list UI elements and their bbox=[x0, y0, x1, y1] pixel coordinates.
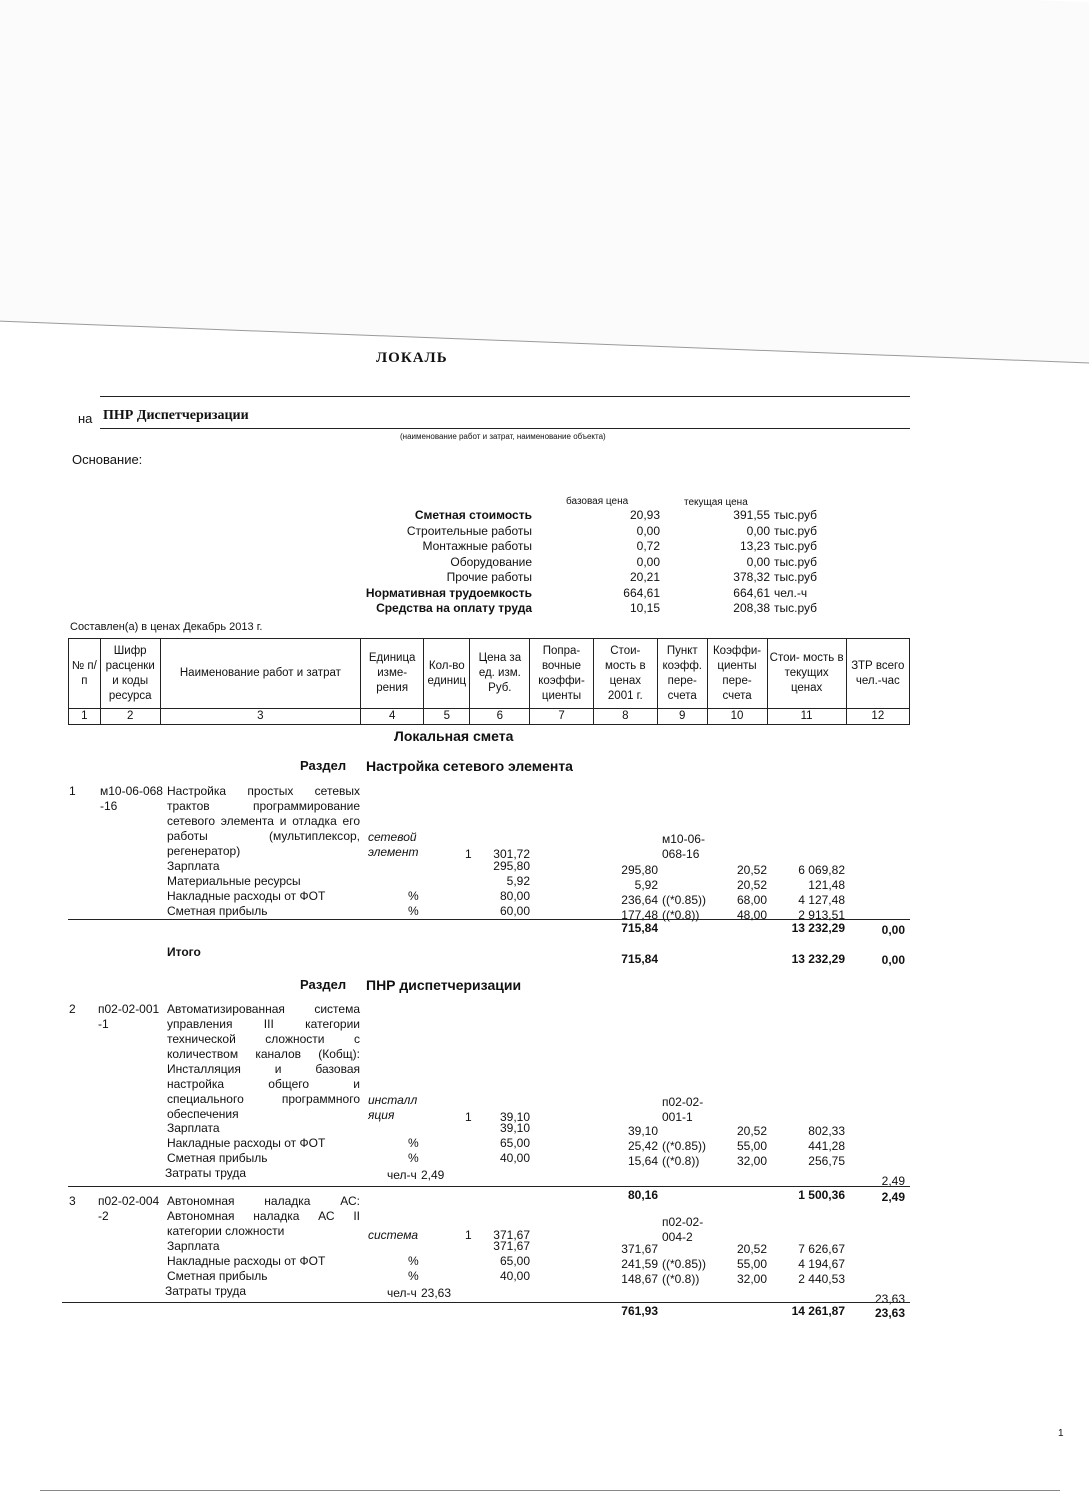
estimate-header-table bbox=[68, 638, 910, 725]
resource-coef: 20,52 bbox=[736, 863, 767, 877]
item-total-ztr: 0,00 bbox=[881, 923, 905, 937]
th-unit: Единица изме- рения bbox=[361, 639, 424, 709]
item-name-line: технической сложности с bbox=[167, 1032, 360, 1046]
summary-label: Средства на оплату труда bbox=[376, 601, 532, 615]
item-qty: 1 bbox=[465, 1110, 472, 1124]
th-cost-current: Стои- мость в текущих ценах bbox=[767, 639, 846, 709]
col-number: 11 bbox=[767, 709, 846, 725]
resource-price: 371,67 bbox=[493, 1239, 530, 1253]
resource-price: 295,80 bbox=[493, 859, 530, 873]
summary-unit: чел.-ч bbox=[774, 585, 808, 600]
resource-label: Накладные расходы от ФОТ bbox=[167, 889, 326, 903]
item-total-current: 13 232,29 bbox=[791, 921, 845, 935]
summary-unit: тыс.руб bbox=[774, 554, 818, 569]
resource-coef: 48,00 bbox=[736, 908, 767, 922]
summary-base: 664,61 bbox=[623, 585, 660, 600]
item-name-line: Инсталляция и базовая bbox=[167, 1062, 360, 1076]
item-total-ztr: 23,63 bbox=[874, 1306, 905, 1320]
item-unit: инсталл bbox=[368, 1093, 418, 1107]
column-number-row bbox=[69, 709, 910, 725]
summary-base: 0,00 bbox=[636, 554, 660, 569]
col-number: 10 bbox=[707, 709, 767, 725]
object-name: ПНР Диспетчеризации bbox=[103, 408, 249, 423]
item-unit: система bbox=[368, 1228, 419, 1242]
resource-unit: % bbox=[408, 889, 419, 903]
overlapping-sheet bbox=[0, 0, 1089, 364]
summary-label: Строительные работы bbox=[406, 523, 532, 538]
resource-label: Накладные расходы от ФОТ bbox=[167, 1254, 326, 1268]
col-number: 12 bbox=[846, 709, 909, 725]
labor-label: Затраты труда bbox=[165, 1284, 247, 1298]
resource-point: ((*0.85)) bbox=[662, 893, 707, 907]
item-total-current: 14 261,87 bbox=[791, 1304, 845, 1318]
resource-unit: % bbox=[408, 1254, 419, 1268]
composed-date: Составлен(а) в ценах Декабрь 2013 г. bbox=[70, 621, 263, 633]
section-label: Раздел bbox=[300, 977, 347, 992]
section-2-title: ПНР диспетчеризации bbox=[366, 977, 522, 993]
item-price: 39,10 bbox=[499, 1110, 530, 1124]
resource-coef: 55,00 bbox=[736, 1139, 767, 1153]
item-point-code: п02-02-004-2 bbox=[662, 1215, 704, 1244]
summary-label: Прочие работы bbox=[446, 570, 532, 584]
resource-price: 65,00 bbox=[499, 1254, 530, 1268]
resource-cost-current: 4 127,48 bbox=[798, 893, 845, 907]
resource-cost-current: 441,28 bbox=[808, 1139, 845, 1153]
labor-qty: 2,49 bbox=[421, 1168, 445, 1182]
resource-coef: 20,52 bbox=[736, 878, 767, 892]
labor-label: Затраты труда bbox=[165, 1166, 247, 1180]
item-total-ztr: 2,49 bbox=[881, 1190, 905, 1204]
item-total-separator bbox=[68, 919, 910, 920]
summary-label: Монтажные работы bbox=[422, 539, 532, 553]
item-name-line: трактов программирование bbox=[167, 799, 360, 813]
resource-cost-2001: 236,64 bbox=[621, 893, 658, 907]
item-qty: 1 bbox=[465, 1228, 472, 1242]
na-label: на bbox=[78, 411, 93, 426]
item-total-2001: 761,93 bbox=[621, 1304, 658, 1318]
summary-base: 0,72 bbox=[636, 539, 660, 553]
resource-cost-current: 256,75 bbox=[808, 1154, 845, 1168]
resource-cost-2001: 15,64 bbox=[627, 1154, 658, 1168]
th-coef: Коэффи- циенты пере- счета bbox=[707, 639, 767, 709]
summary-label: Оборудование bbox=[450, 554, 532, 569]
item-point-code: м10-06-068-16 bbox=[662, 832, 705, 861]
th-cost-2001: Стои- мость в ценах 2001 г. bbox=[593, 639, 657, 709]
th-ztr: ЗТР всего чел.-час bbox=[846, 639, 909, 709]
item-price: 301,72 bbox=[493, 847, 530, 861]
item-number: 1 bbox=[69, 784, 76, 798]
item-name-line: Автоматизированная система bbox=[167, 1002, 360, 1016]
resource-price: 39,10 bbox=[499, 1121, 530, 1135]
itogo-label: Итого bbox=[167, 945, 201, 959]
resource-point: ((*0.85)) bbox=[662, 1257, 707, 1271]
summary-current: 0,00 bbox=[746, 554, 770, 569]
labor-unit: чел-ч bbox=[387, 1168, 417, 1182]
resource-point: ((*0.8)) bbox=[662, 1272, 700, 1286]
item-name-line: настройка общего и bbox=[167, 1077, 360, 1091]
resource-label: Сметная прибыль bbox=[167, 1151, 268, 1165]
item-unit: сетевой bbox=[368, 830, 417, 844]
resource-label: Накладные расходы от ФОТ bbox=[167, 1136, 326, 1150]
itogo-cost-current: 13 232,29 bbox=[791, 952, 845, 966]
item-name-line: регенератор) bbox=[167, 844, 241, 858]
resource-cost-2001: 371,67 bbox=[621, 1242, 658, 1256]
resource-label: Материальные ресурсы bbox=[167, 874, 301, 888]
col-number: 5 bbox=[424, 709, 470, 725]
price-col-current: текущая цена bbox=[684, 497, 748, 508]
resource-point: ((*0.85)) bbox=[662, 1139, 707, 1153]
summary-base: 0,00 bbox=[636, 523, 660, 538]
th-code: Шифр расценки и коды ресурса bbox=[100, 639, 160, 709]
summary-current: 13,23 bbox=[739, 539, 770, 553]
summary-label: Сметная стоимость bbox=[414, 508, 532, 522]
item-name-line: обеспечения bbox=[167, 1107, 239, 1121]
item-name-line: управления III категории bbox=[167, 1017, 360, 1031]
summary-unit: тыс.руб bbox=[774, 601, 818, 615]
item-number: 2 bbox=[69, 1002, 76, 1016]
resource-price: 40,00 bbox=[499, 1269, 530, 1283]
summary-unit: тыс.руб bbox=[774, 570, 818, 584]
resource-cost-current: 2 913,51 bbox=[798, 908, 845, 922]
th-correction: Попра- вочные коэффи- циенты bbox=[530, 639, 593, 709]
resource-cost-2001: 5,92 bbox=[634, 878, 658, 892]
resource-coef: 68,00 bbox=[736, 893, 767, 907]
resource-cost-current: 802,33 bbox=[808, 1124, 845, 1138]
item-code: п02-02-001-1 bbox=[98, 1002, 160, 1031]
resource-label: Зарплата bbox=[167, 1121, 220, 1135]
labor-unit: чел-ч bbox=[387, 1286, 417, 1300]
item-total-current: 1 500,36 bbox=[798, 1188, 845, 1202]
page-title-fragment: ЛОКАЛЬ bbox=[376, 350, 448, 366]
resource-cost-2001: 241,59 bbox=[621, 1257, 658, 1271]
object-underline bbox=[100, 428, 910, 429]
resource-cost-current: 2 440,53 bbox=[798, 1272, 845, 1286]
summary-unit: тыс.руб bbox=[774, 508, 818, 522]
item-unit: яция bbox=[368, 1108, 395, 1122]
itogo-ztr: 0,00 bbox=[881, 953, 905, 967]
resource-coef: 55,00 bbox=[736, 1257, 767, 1271]
labor-qty: 23,63 bbox=[421, 1286, 452, 1300]
col-number: 2 bbox=[100, 709, 160, 725]
resource-cost-current: 4 194,67 bbox=[798, 1257, 845, 1271]
col-number: 8 bbox=[593, 709, 657, 725]
item-name-line: Автономная наладка АС II bbox=[167, 1209, 360, 1223]
resource-price: 5,92 bbox=[506, 874, 530, 888]
resource-coef: 20,52 bbox=[736, 1242, 767, 1256]
resource-label: Сметная прибыль bbox=[167, 1269, 268, 1283]
item-total-separator bbox=[68, 1186, 910, 1187]
title-underline bbox=[100, 396, 910, 397]
item-unit: элемент bbox=[368, 845, 419, 859]
summary-current: 391,55 bbox=[733, 508, 770, 522]
col-number: 9 bbox=[657, 709, 707, 725]
th-qty: Кол-во единиц bbox=[424, 639, 470, 709]
resource-unit: % bbox=[408, 1151, 419, 1165]
labor-ztr: 23,63 bbox=[874, 1292, 905, 1306]
resource-coef: 32,00 bbox=[736, 1272, 767, 1286]
resource-cost-2001: 295,80 bbox=[621, 863, 658, 877]
th-point: Пункт коэфф. пере- счета bbox=[657, 639, 707, 709]
col-number: 1 bbox=[69, 709, 101, 725]
item-point-code: п02-02-001-1 bbox=[662, 1095, 704, 1124]
item-qty: 1 bbox=[465, 847, 472, 861]
resource-point: ((*0.8)) bbox=[662, 1154, 700, 1168]
section-label: Раздел bbox=[300, 758, 347, 773]
page-number: 1 bbox=[1058, 1428, 1064, 1439]
resource-price: 60,00 bbox=[499, 904, 530, 918]
section-1-title: Настройка сетевого элемента bbox=[366, 758, 573, 774]
resource-cost-2001: 39,10 bbox=[627, 1124, 658, 1138]
resource-label: Зарплата bbox=[167, 859, 220, 873]
osnovanie-label: Основание: bbox=[72, 452, 143, 467]
summary-base: 10,15 bbox=[629, 601, 660, 615]
col-number: 6 bbox=[470, 709, 530, 725]
resource-unit: % bbox=[408, 1136, 419, 1150]
resource-price: 80,00 bbox=[499, 889, 530, 903]
summary-base: 20,93 bbox=[629, 508, 660, 522]
item-price: 371,67 bbox=[493, 1228, 530, 1242]
item-total-2001: 80,16 bbox=[627, 1188, 658, 1202]
local-estimate-heading: Локальная смета bbox=[394, 728, 514, 744]
resource-cost-2001: 148,67 bbox=[621, 1272, 658, 1286]
itogo-cost-2001: 715,84 bbox=[621, 952, 658, 966]
item-total-separator bbox=[62, 1302, 910, 1303]
th-price: Цена за ед. изм. Руб. bbox=[470, 639, 530, 709]
resource-unit: % bbox=[408, 1269, 419, 1283]
resource-coef: 32,00 bbox=[736, 1154, 767, 1168]
resource-unit: % bbox=[408, 904, 419, 918]
col-number: 3 bbox=[160, 709, 360, 725]
summary-current: 664,61 bbox=[733, 585, 770, 600]
resource-cost-current: 7 626,67 bbox=[798, 1242, 845, 1256]
resource-cost-current: 6 069,82 bbox=[798, 863, 845, 877]
item-code: м10-06-068-16 bbox=[100, 784, 163, 813]
resource-coef: 20,52 bbox=[736, 1124, 767, 1138]
item-name-line: категории сложности bbox=[167, 1224, 285, 1238]
object-caption: (наименование работ и затрат, наименование объекта) bbox=[400, 432, 606, 441]
price-col-base: базовая цена bbox=[566, 496, 629, 507]
th-name: Наименование работ и затрат bbox=[160, 639, 360, 709]
summary-current: 208,38 bbox=[733, 601, 770, 615]
col-number: 4 bbox=[361, 709, 424, 725]
summary-unit: тыс.руб bbox=[774, 523, 818, 538]
item-name-line: сетевого элемента и отладка его bbox=[167, 814, 360, 828]
labor-ztr: 2,49 bbox=[881, 1174, 905, 1188]
resource-price: 65,00 bbox=[499, 1136, 530, 1150]
item-name-line: специального программного bbox=[167, 1092, 360, 1106]
item-name-line: Автономная наладка АС: bbox=[167, 1194, 360, 1208]
resource-label: Сметная прибыль bbox=[167, 904, 268, 918]
summary-base: 20,21 bbox=[629, 570, 660, 584]
item-name-line: работы (мультиплексор, bbox=[167, 829, 360, 843]
resource-cost-2001: 25,42 bbox=[627, 1139, 658, 1153]
item-total-2001: 715,84 bbox=[621, 921, 658, 935]
resource-point: ((*0.8)) bbox=[662, 908, 700, 922]
resource-cost-current: 121,48 bbox=[808, 878, 845, 892]
col-number: 7 bbox=[530, 709, 593, 725]
summary-label: Нормативная трудоемкость bbox=[365, 585, 532, 600]
th-num: № п/п bbox=[69, 639, 101, 709]
summary-current: 378,32 bbox=[733, 570, 770, 584]
resource-label: Зарплата bbox=[167, 1239, 220, 1253]
summary-current: 0,00 bbox=[746, 523, 770, 538]
item-code: п02-02-004-2 bbox=[98, 1194, 160, 1223]
bottom-edge bbox=[40, 1490, 1060, 1491]
summary-unit: тыс.руб bbox=[774, 539, 818, 553]
item-name-line: Настройка простых сетевых bbox=[167, 784, 360, 798]
item-name-line: количеством каналов (Кобщ): bbox=[167, 1047, 360, 1061]
item-number: 3 bbox=[69, 1194, 76, 1208]
resource-price: 40,00 bbox=[499, 1151, 530, 1165]
resource-cost-2001: 177,48 bbox=[621, 908, 658, 922]
